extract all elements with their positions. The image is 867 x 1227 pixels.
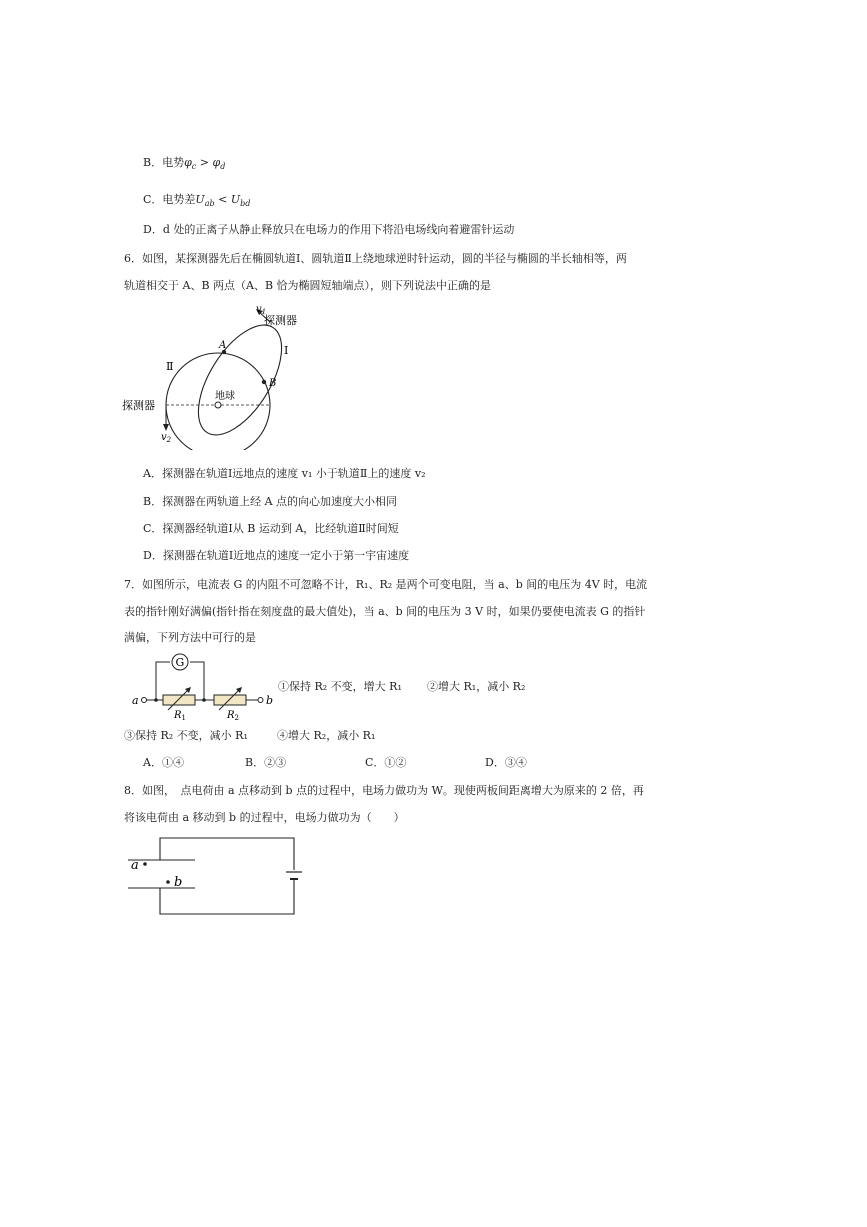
q7-circuit-figure: [128, 652, 278, 722]
q6-option-c: C．探测器经轨道Ⅰ从 B 运动到 A，比经轨道Ⅱ时间短: [143, 522, 399, 535]
terminal-b: [258, 698, 263, 703]
v2-arrowhead: [163, 424, 169, 431]
orbit-ii-label: Ⅱ: [166, 360, 174, 373]
q6-stem-line2: 轨道相交于 A、B 两点（A、B 恰为椭圆短轴端点），则下列说法中正确的是: [124, 279, 492, 292]
q7-option-d: D．③④: [485, 756, 527, 769]
orbit-i-ellipse: [182, 312, 299, 449]
r2-label: $R_2$: [227, 710, 239, 722]
r1-label: $R_1$: [174, 710, 186, 722]
point-b-label: b: [174, 875, 183, 890]
q6-option-b: B．探测器在两轨道上经 A 点的向心加速度大小相同: [143, 495, 398, 508]
q7-option-b: B．②③: [245, 756, 287, 769]
q5-option-d: D．d 处的正离子从静止释放只在电场力的作用下将沿电场线向着避雷针运动: [143, 223, 515, 236]
q7-stem-line1: 7．如图所示，电流表 G 的内阻不可忽略不计，R₁、R₂ 是两个可变电阻，当 a、b 间的电压为 4V 时，电流: [124, 578, 648, 591]
v1-label: $v_1$: [256, 304, 267, 316]
q8-stem-line2: 将该电荷由 a 移动到 b 的过程中，电场力做功为（ ）: [124, 811, 405, 824]
point-a-label: A: [219, 340, 227, 351]
top-wire: [160, 838, 294, 870]
q8-stem-line1: 8．如图， 点电荷由 a 点移动到 b 点的过程中，电场力做功为 W。现使两板间距离增大为原来的 2 倍，再: [124, 784, 644, 797]
point-a-dot: [143, 862, 147, 866]
q6-stem-line1: 6．如图，某探测器先后在椭圆轨道Ⅰ、圆轨道Ⅱ上绕地球逆时针运动，圆的半径与椭圆的半长轴相等，两: [124, 252, 627, 265]
q6-option-a: A．探测器在轨道Ⅰ远地点的速度 v₁ 小于轨道Ⅱ上的速度 v₂: [143, 467, 426, 480]
q5-option-c: C．电势差$U_{ab} < U_{bd}$: [143, 193, 251, 209]
q7-item-1: ①保持 R₂ 不变，增大 R₁: [278, 680, 402, 693]
q5-option-b: B．电势$\varphi_c > \varphi_d$: [143, 156, 226, 172]
q7-item-2: ②增大 R₁，减小 R₂: [427, 680, 526, 693]
q7-stem-line3: 满偏，下列方法中可行的是: [124, 631, 256, 644]
q8-capacitor-figure: [120, 830, 310, 920]
q7-option-c: C．①②: [365, 756, 407, 769]
terminal-b-label: b: [266, 694, 274, 707]
g-branch-wire-right: [190, 662, 204, 700]
point-a-label: a: [131, 858, 139, 873]
q7-item-3: ③保持 R₂ 不变，减小 R₁: [124, 729, 248, 742]
junction-left: [154, 698, 158, 702]
probe-left-label: 探测器: [122, 399, 155, 412]
q7-option-a: A．①④: [143, 756, 184, 769]
resistor-r1: [163, 695, 195, 705]
q7-stem-line2: 表的指针刚好满偏(指针指在刻度盘的最大值处)，当 a、b 间的电压为 3 V 时，如果仍要使电流表 G 的指针: [124, 605, 646, 618]
point-b-label: B: [269, 378, 277, 389]
g-branch-wire: [156, 662, 170, 700]
point-b-dot: [166, 880, 170, 884]
junction-right: [202, 698, 206, 702]
orbit-i-label: Ⅰ: [284, 344, 289, 357]
terminal-a: [142, 698, 147, 703]
earth-dot: [215, 402, 221, 408]
point-b-dot: [262, 380, 266, 384]
terminal-a-label: a: [132, 694, 139, 707]
v2-label: $v_2$: [161, 432, 172, 444]
q6-orbit-figure: [118, 300, 318, 450]
resistor-r2: [214, 695, 246, 705]
probe-top-label: 探测器: [264, 314, 297, 327]
earth-label: 地球: [215, 391, 235, 402]
galvanometer-g-label: G: [175, 656, 185, 669]
q6-option-d: D．探测器在轨道Ⅰ近地点的速度一定小于第一宇宙速度: [143, 549, 410, 562]
q7-item-4: ④增大 R₂，减小 R₁: [277, 729, 376, 742]
